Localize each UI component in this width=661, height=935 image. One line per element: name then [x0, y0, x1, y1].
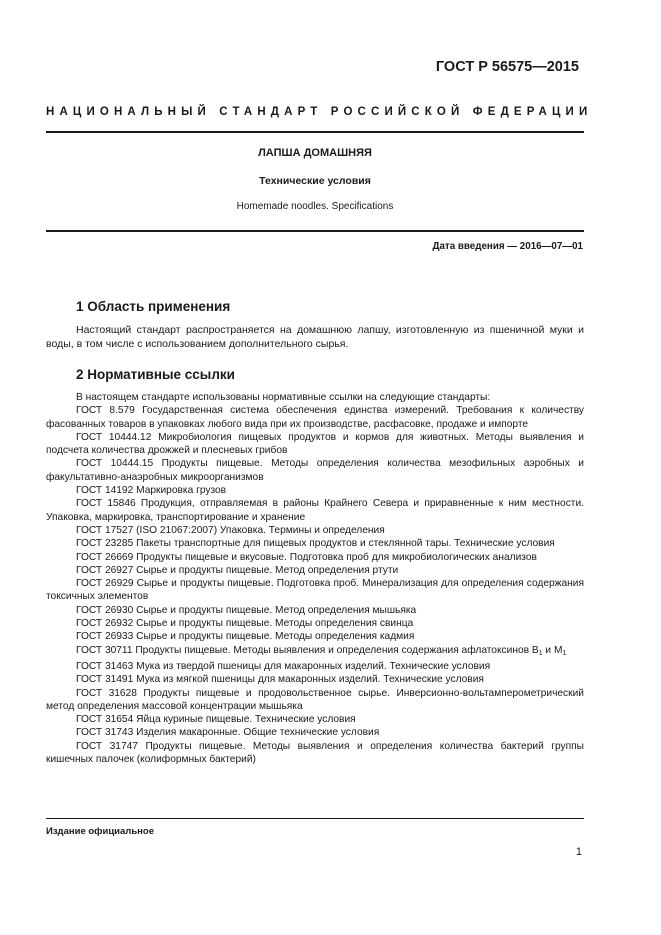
reference-item: ГОСТ 31743 Изделия макаронные. Общие технические условия — [76, 727, 380, 739]
section-1-heading: 1 Область применения — [76, 299, 231, 314]
section-1-text: Настоящий стандарт распространяется на домашнюю лапшу, изготовленную из пшеничной муки и воды, в том числе с использованием дополнительного сырья. — [46, 324, 584, 350]
conjunction: и — [542, 644, 554, 656]
title-divider — [46, 230, 584, 232]
reference-item: ГОСТ 31491 Мука из мягкой пшеницы для макаронных изделий. Технические условия — [76, 674, 484, 686]
reference-item: ГОСТ 26669 Продукты пищевые и вкусовые. Подготовка проб для микробиологических анализов — [76, 551, 537, 563]
reference-item: ГОСТ 17527 (ISO 21067:2007) Упаковка. Термины и определения — [76, 524, 385, 536]
reference-item: ГОСТ 26932 Сырье и продукты пищевые. Методы определения свинца — [76, 618, 414, 630]
reference-item: ГОСТ 10444.12 Микробиология пищевых продуктов и кормов для животных. Методы выявления и подсчета количества дрожжей и плесневых грибов — [46, 431, 584, 457]
reference-item: ГОСТ 26929 Сырье и продукты пищевые. Подготовка проб. Минерализация для определения содержания токсичных элементов — [46, 578, 584, 603]
reference-item: ГОСТ 31654 Яйца куриные пищевые. Технические условия — [76, 714, 356, 726]
reference-item-aflatoxins — [46, 644, 584, 660]
document-title: ЛАПША ДОМАШНЯЯ — [258, 147, 372, 159]
official-edition-label: Издание официальное — [46, 826, 154, 837]
section-1-body — [46, 324, 584, 351]
reference-item: ГОСТ 31747 Продукты пищевые. Методы выявления и определения количества бактерий группы кишечных палочек (колиформных бактерий) — [46, 740, 584, 766]
gost-code: ГОСТ Р 56575—2015 — [435, 59, 579, 75]
reference-item: ГОСТ 23285 Пакеты транспортные для пищевых продуктов и стеклянной тары. Технические условия — [76, 538, 555, 550]
references-intro: В настоящем стандарте использованы нормативные ссылки на следующие стандарты: — [76, 392, 491, 403]
reference-text: ГОСТ 30711 Продукты пищевые. Методы выявления и определения содержания афлатоксинов — [76, 644, 530, 656]
english-title: Homemade noodles. Specifications — [236, 201, 394, 212]
reference-item: ГОСТ 31463 Мука из твердой пшеницы для макаронных изделий. Технические условия — [76, 660, 491, 672]
references-list — [46, 391, 584, 766]
reference-item: ГОСТ 26927 Сырье и продукты пищевые. Метод определения ртути — [76, 564, 399, 576]
aflatoxin-b1: $B_1$ — [531, 644, 543, 657]
aflatoxin-m1: $M_1$ — [553, 644, 567, 657]
reference-item: ГОСТ 8.579 Государственная система обеспечения единства измерений. Требования к количеству фасованных товаров в упаковках любого вида при их производстве, расфасовке, продаже и импорте — [46, 405, 584, 430]
document-subtitle: Технические условия — [259, 175, 371, 187]
section-2-heading: 2 Нормативные ссылки — [76, 367, 235, 382]
reference-item: ГОСТ 26933 Сырье и продукты пищевые. Методы определения кадмия — [76, 631, 415, 643]
reference-item: ГОСТ 10444.15 Продукты пищевые. Методы определения количества мезофильных аэробных и факультативно-анаэробных микроорганизмов — [46, 458, 584, 483]
footer-divider — [46, 818, 584, 819]
page-number: 1 — [575, 846, 582, 858]
top-divider — [46, 131, 584, 133]
reference-item: ГОСТ 31628 Продукты пищевые и продовольственное сырье. Инверсионно-вольтамперометрический метод определения массовой концентрации мышьяка — [46, 687, 584, 712]
reference-item: ГОСТ 14192 Маркировка грузов — [76, 485, 227, 497]
reference-item: ГОСТ 26930 Сырье и продукты пищевые. Метод определения мышьяка — [76, 604, 417, 616]
introduction-date: Дата введения — 2016—07—01 — [432, 241, 583, 252]
reference-item: ГОСТ 15846 Продукция, отправляемая в районы Крайнего Севера и приравненные к ним местности. Упаковка, маркировка, транспортирование и хранение — [46, 498, 584, 523]
national-standard-title: НАЦИОНАЛЬНЫЙ СТАНДАРТ РОССИЙСКОЙ ФЕДЕРАЦИИ — [46, 106, 593, 118]
